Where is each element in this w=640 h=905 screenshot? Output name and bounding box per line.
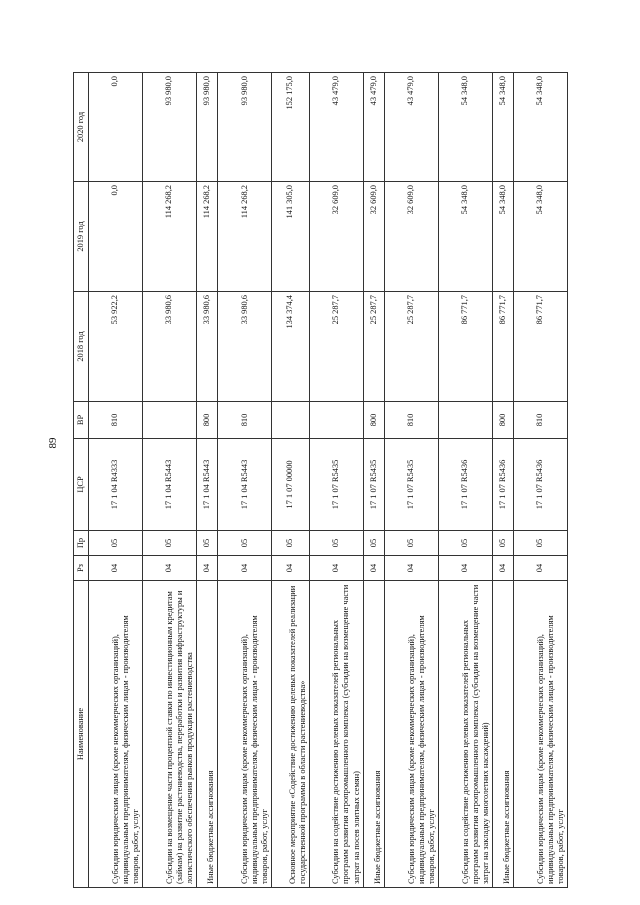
cell-rz: 04: [363, 555, 384, 580]
cell-vr: 810: [88, 401, 142, 438]
cell-pr: 05: [271, 530, 309, 555]
cell-csr: 17 1 04 R4333: [88, 438, 142, 530]
table-body: [88, 72, 567, 887]
cell-rz: 04: [142, 555, 196, 580]
cell-vr: 800: [492, 401, 513, 438]
header-vr: ВР: [73, 401, 88, 438]
header-csr: ЦСР: [73, 438, 88, 530]
cell-rz: 04: [196, 555, 217, 580]
cell-rz: 04: [513, 555, 567, 580]
cell-csr: 17 1 07 R5436: [438, 438, 492, 530]
cell-csr: 17 1 07 R5436: [492, 438, 513, 530]
cell-2020: 54 348,0: [492, 72, 513, 181]
cell-name: Субсидии на возмещение части процентной ставки по инвестиционным кредитам (займам) на развитие растениеводства, переработки и развития инфраструктуры и логистического обеспечения рынков продукции растениеводства: [142, 580, 196, 887]
cell-2020: 43 479,0: [309, 72, 363, 181]
cell-2018: 53 922,2: [88, 291, 142, 401]
table-header-row: [73, 72, 88, 887]
cell-vr: [271, 401, 309, 438]
page-number: 89: [47, 437, 59, 449]
table-row: [513, 72, 567, 887]
table-row: [492, 72, 513, 887]
cell-2020: 93 980,0: [142, 72, 196, 181]
cell-2019: 54 348,0: [492, 181, 513, 291]
cell-vr: 800: [363, 401, 384, 438]
cell-2019: 32 609,0: [363, 181, 384, 291]
table-row: [363, 72, 384, 887]
cell-2018: 86 771,7: [438, 291, 492, 401]
cell-2018: 33 980,6: [196, 291, 217, 401]
cell-rz: 04: [271, 555, 309, 580]
rotated-page-content: [73, 73, 568, 888]
header-2019: 2019 год: [73, 181, 88, 291]
cell-2019: 114 268,2: [217, 181, 271, 291]
cell-2018: 25 287,7: [309, 291, 363, 401]
table-row: [438, 72, 492, 887]
cell-pr: 05: [142, 530, 196, 555]
cell-pr: 05: [492, 530, 513, 555]
cell-2020: 0,0: [88, 72, 142, 181]
cell-2018: 134 374,4: [271, 291, 309, 401]
cell-2018: 33 980,6: [142, 291, 196, 401]
header-2018: 2018 год: [73, 291, 88, 401]
cell-2019: 0,0: [88, 181, 142, 291]
cell-vr: [438, 401, 492, 438]
cell-csr: 17 1 04 R5443: [196, 438, 217, 530]
cell-csr: 17 1 04 R5443: [217, 438, 271, 530]
cell-2019: 114 268,2: [196, 181, 217, 291]
header-2020: 2020 год: [73, 72, 88, 181]
cell-name: Иные бюджетные ассигнования: [492, 580, 513, 887]
cell-pr: 05: [438, 530, 492, 555]
cell-2019: 32 609,0: [384, 181, 438, 291]
cell-csr: 17 1 07 R5436: [513, 438, 567, 530]
cell-vr: 800: [196, 401, 217, 438]
cell-rz: 04: [88, 555, 142, 580]
cell-2018: 86 771,7: [492, 291, 513, 401]
cell-pr: 05: [196, 530, 217, 555]
cell-name: Иные бюджетные ассигнования: [196, 580, 217, 887]
cell-rz: 04: [438, 555, 492, 580]
cell-2020: 43 479,0: [363, 72, 384, 181]
cell-name: Субсидии юридическим лицам (кроме некоммерческих организаций), индивидуальным предпринимателям, физическим лицам - производителям товаров, работ, услуг: [513, 580, 567, 887]
cell-2020: 54 348,0: [513, 72, 567, 181]
cell-pr: 05: [384, 530, 438, 555]
cell-2020: 43 479,0: [384, 72, 438, 181]
table-row: [309, 72, 363, 887]
cell-pr: 05: [309, 530, 363, 555]
cell-name: Субсидии на содействие достижению целевых показателей региональных программ развития агропромышленного комплекса (субсидии на возмещение части затрат на посев элитных семян): [309, 580, 363, 887]
cell-2020: 152 175,0: [271, 72, 309, 181]
cell-vr: [142, 401, 196, 438]
cell-csr: 17 1 04 R5443: [142, 438, 196, 530]
cell-2019: 54 348,0: [438, 181, 492, 291]
cell-name: Основное мероприятие «Содействие достижению целевых показателей реализации государственной программы в области растениеводства»: [271, 580, 309, 887]
cell-rz: 04: [384, 555, 438, 580]
cell-2019: 54 348,0: [513, 181, 567, 291]
cell-rz: 04: [492, 555, 513, 580]
header-rz: Рз: [73, 555, 88, 580]
cell-pr: 05: [513, 530, 567, 555]
cell-rz: 04: [217, 555, 271, 580]
cell-csr: 17 1 07 00000: [271, 438, 309, 530]
cell-2020: 93 980,0: [217, 72, 271, 181]
table-row: [217, 72, 271, 887]
cell-name: Иные бюджетные ассигнования: [363, 580, 384, 887]
cell-2019: 141 305,0: [271, 181, 309, 291]
cell-2020: 93 980,0: [196, 72, 217, 181]
cell-vr: 810: [217, 401, 271, 438]
cell-csr: 17 1 07 R5435: [309, 438, 363, 530]
table-row: [271, 72, 309, 887]
cell-name: Субсидии на содействие достижению целевых показателей региональных программ развития агропромышленного комплекса (субсидии на возмещение части затрат на закладку многолетних насаждений): [438, 580, 492, 887]
cell-2019: 114 268,2: [142, 181, 196, 291]
header-name: Наименование: [73, 580, 88, 887]
budget-table: [73, 72, 568, 888]
cell-vr: [309, 401, 363, 438]
cell-2018: 86 771,7: [513, 291, 567, 401]
table-row: [142, 72, 196, 887]
cell-pr: 05: [88, 530, 142, 555]
cell-pr: 05: [363, 530, 384, 555]
table-row: [88, 72, 142, 887]
cell-pr: 05: [217, 530, 271, 555]
cell-2018: 25 287,7: [384, 291, 438, 401]
cell-name: Субсидии юридическим лицам (кроме некоммерческих организаций), индивидуальным предпринимателям, физическим лицам - производителям товаров, работ, услуг: [217, 580, 271, 887]
header-pr: Пр: [73, 530, 88, 555]
cell-2020: 54 348,0: [438, 72, 492, 181]
cell-2018: 33 980,6: [217, 291, 271, 401]
table-row: [196, 72, 217, 887]
table-row: [384, 72, 438, 887]
cell-name: Субсидии юридическим лицам (кроме некоммерческих организаций), индивидуальным предпринимателям, физическим лицам - производителям товаров, работ, услуг: [384, 580, 438, 887]
cell-2018: 25 287,7: [363, 291, 384, 401]
cell-csr: 17 1 07 R5435: [363, 438, 384, 530]
cell-csr: 17 1 07 R5435: [384, 438, 438, 530]
cell-vr: 810: [513, 401, 567, 438]
cell-rz: 04: [309, 555, 363, 580]
cell-name: Субсидии юридическим лицам (кроме некоммерческих организаций), индивидуальным предпринимателям, физическим лицам - производителям товаров, работ, услуг: [88, 580, 142, 887]
cell-2019: 32 609,0: [309, 181, 363, 291]
cell-vr: 810: [384, 401, 438, 438]
